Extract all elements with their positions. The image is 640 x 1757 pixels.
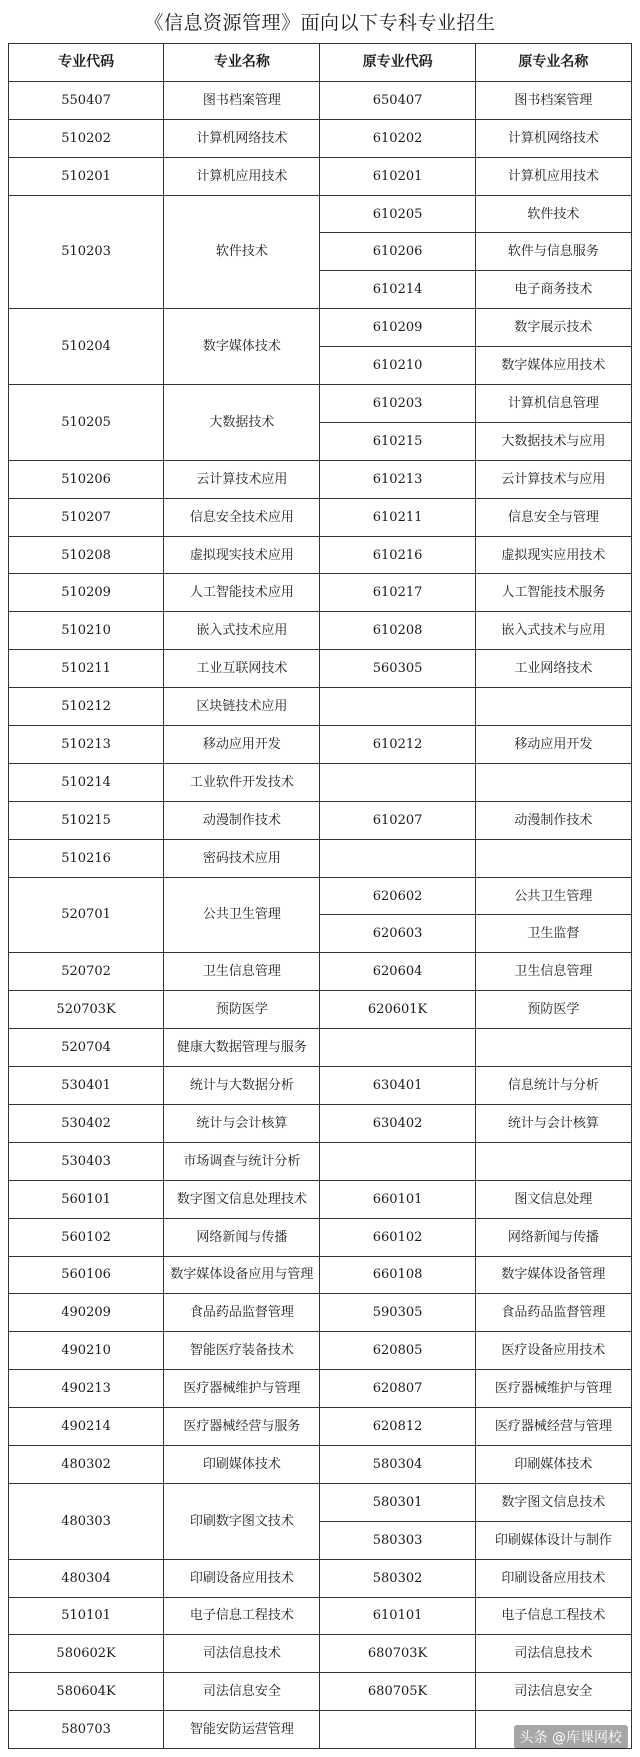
table-row [9, 460, 632, 498]
orig-name-cell: 公共卫生管理 [475, 877, 631, 915]
table-row [9, 1445, 632, 1483]
orig-code-cell: 680703K [320, 1635, 475, 1673]
orig-code-cell: 620603 [320, 915, 475, 953]
major-table [8, 43, 632, 1749]
table-row [9, 1067, 632, 1105]
major-name-cell: 智能安防运营管理 [164, 1711, 320, 1749]
orig-name-cell: 司法信息安全 [475, 1673, 631, 1711]
major-name-cell: 计算机网络技术 [164, 119, 320, 157]
watermark: 头条 @库课网校 [514, 1725, 628, 1749]
orig-code-cell: 610202 [320, 119, 475, 157]
table-row [9, 991, 632, 1029]
orig-code-cell: 620805 [320, 1332, 475, 1370]
major-code-cell: 510208 [9, 536, 164, 574]
orig-code-cell: 580303 [320, 1521, 475, 1559]
major-code-cell: 490214 [9, 1408, 164, 1446]
header-major-code: 专业代码 [9, 44, 164, 82]
orig-name-cell: 医疗设备应用技术 [475, 1332, 631, 1370]
table-row [9, 81, 632, 119]
major-code-cell: 580703 [9, 1711, 164, 1749]
orig-name-cell: 印刷媒体技术 [475, 1445, 631, 1483]
orig-name-cell: 虚拟现实应用技术 [475, 536, 631, 574]
orig-name-cell [475, 688, 631, 726]
major-name-cell: 卫生信息管理 [164, 953, 320, 991]
major-name-cell: 动漫制作技术 [164, 801, 320, 839]
major-code-cell: 510204 [9, 309, 164, 385]
table-row [9, 1029, 632, 1067]
major-code-cell: 560101 [9, 1180, 164, 1218]
orig-name-cell: 网络新闻与传播 [475, 1218, 631, 1256]
orig-code-cell: 660102 [320, 1218, 475, 1256]
major-name-cell: 健康大数据管理与服务 [164, 1029, 320, 1067]
major-name-cell: 食品药品监督管理 [164, 1294, 320, 1332]
orig-code-cell: 580302 [320, 1559, 475, 1597]
major-name-cell: 密码技术应用 [164, 839, 320, 877]
orig-name-cell: 图书档案管理 [475, 81, 631, 119]
orig-name-cell [475, 1029, 631, 1067]
major-name-cell: 云计算技术应用 [164, 460, 320, 498]
orig-code-cell: 660101 [320, 1180, 475, 1218]
table-row [9, 726, 632, 764]
major-name-cell: 医疗器械经营与服务 [164, 1408, 320, 1446]
major-code-cell: 580604K [9, 1673, 164, 1711]
orig-code-cell: 610206 [320, 233, 475, 271]
major-code-cell: 480303 [9, 1483, 164, 1559]
orig-code-cell: 610210 [320, 347, 475, 385]
major-code-cell: 510212 [9, 688, 164, 726]
major-name-cell: 预防医学 [164, 991, 320, 1029]
major-code-cell: 520704 [9, 1029, 164, 1067]
orig-name-cell: 卫生监督 [475, 915, 631, 953]
table-row [9, 1104, 632, 1142]
orig-name-cell: 医疗器械维护与管理 [475, 1370, 631, 1408]
table-row [9, 953, 632, 991]
major-name-cell: 移动应用开发 [164, 726, 320, 764]
orig-name-cell [475, 839, 631, 877]
major-name-cell: 电子信息工程技术 [164, 1597, 320, 1635]
orig-code-cell: 610214 [320, 271, 475, 309]
table-row [9, 1597, 632, 1635]
orig-code-cell: 610205 [320, 195, 475, 233]
orig-name-cell: 医疗器械经营与管理 [475, 1408, 631, 1446]
header-orig-name: 原专业名称 [475, 44, 631, 82]
orig-code-cell [320, 1711, 475, 1749]
table-row [9, 1559, 632, 1597]
orig-code-cell: 650407 [320, 81, 475, 119]
major-code-cell: 510213 [9, 726, 164, 764]
major-code-cell: 510101 [9, 1597, 164, 1635]
major-name-cell: 信息安全技术应用 [164, 498, 320, 536]
orig-name-cell: 软件与信息服务 [475, 233, 631, 271]
table-row [9, 536, 632, 574]
major-code-cell: 530403 [9, 1142, 164, 1180]
major-name-cell: 大数据技术 [164, 385, 320, 461]
major-name-cell: 印刷设备应用技术 [164, 1559, 320, 1597]
table-row [9, 1408, 632, 1446]
orig-name-cell: 数字媒体应用技术 [475, 347, 631, 385]
orig-name-cell: 嵌入式技术与应用 [475, 612, 631, 650]
orig-name-cell: 动漫制作技术 [475, 801, 631, 839]
orig-name-cell: 大数据技术与应用 [475, 422, 631, 460]
table-row [9, 574, 632, 612]
major-code-cell: 510209 [9, 574, 164, 612]
major-code-cell: 510201 [9, 157, 164, 195]
table-row [9, 1483, 632, 1521]
major-name-cell: 计算机应用技术 [164, 157, 320, 195]
orig-code-cell: 610209 [320, 309, 475, 347]
major-code-cell: 490210 [9, 1332, 164, 1370]
table-row [9, 1294, 632, 1332]
major-name-cell: 医疗器械维护与管理 [164, 1370, 320, 1408]
table-row [9, 1635, 632, 1673]
orig-code-cell: 610203 [320, 385, 475, 423]
orig-code-cell: 630401 [320, 1067, 475, 1105]
major-code-cell: 510206 [9, 460, 164, 498]
orig-code-cell [320, 688, 475, 726]
table-body [9, 81, 632, 1748]
orig-code-cell [320, 839, 475, 877]
major-code-cell: 490209 [9, 1294, 164, 1332]
major-name-cell: 司法信息安全 [164, 1673, 320, 1711]
orig-code-cell: 610101 [320, 1597, 475, 1635]
major-name-cell: 区块链技术应用 [164, 688, 320, 726]
table-row [9, 1142, 632, 1180]
table-row [9, 1370, 632, 1408]
orig-name-cell: 印刷设备应用技术 [475, 1559, 631, 1597]
major-name-cell: 统计与会计核算 [164, 1104, 320, 1142]
orig-name-cell: 数字图文信息技术 [475, 1483, 631, 1521]
orig-name-cell: 云计算技术与应用 [475, 460, 631, 498]
header-orig-code: 原专业代码 [320, 44, 475, 82]
major-name-cell: 嵌入式技术应用 [164, 612, 320, 650]
orig-name-cell [475, 1142, 631, 1180]
major-code-cell: 520701 [9, 877, 164, 953]
orig-code-cell: 620807 [320, 1370, 475, 1408]
major-code-cell: 530402 [9, 1104, 164, 1142]
orig-name-cell: 图文信息处理 [475, 1180, 631, 1218]
table-row [9, 763, 632, 801]
major-code-cell: 510203 [9, 195, 164, 309]
orig-code-cell: 610216 [320, 536, 475, 574]
major-code-cell: 510211 [9, 650, 164, 688]
table-row [9, 1332, 632, 1370]
orig-code-cell: 610215 [320, 422, 475, 460]
major-code-cell: 560102 [9, 1218, 164, 1256]
major-name-cell: 软件技术 [164, 195, 320, 309]
orig-name-cell: 司法信息技术 [475, 1635, 631, 1673]
orig-code-cell: 610207 [320, 801, 475, 839]
major-name-cell: 公共卫生管理 [164, 877, 320, 953]
orig-name-cell: 预防医学 [475, 991, 631, 1029]
table-row [9, 688, 632, 726]
major-code-cell: 480304 [9, 1559, 164, 1597]
major-code-cell: 490213 [9, 1370, 164, 1408]
major-name-cell: 司法信息技术 [164, 1635, 320, 1673]
orig-code-cell: 610217 [320, 574, 475, 612]
major-name-cell: 图书档案管理 [164, 81, 320, 119]
orig-code-cell: 620602 [320, 877, 475, 915]
orig-code-cell: 620604 [320, 953, 475, 991]
major-name-cell: 统计与大数据分析 [164, 1067, 320, 1105]
orig-code-cell: 660108 [320, 1256, 475, 1294]
table-row [9, 1218, 632, 1256]
major-name-cell: 数字图文信息处理技术 [164, 1180, 320, 1218]
orig-code-cell [320, 1142, 475, 1180]
orig-code-cell: 610211 [320, 498, 475, 536]
orig-code-cell: 620812 [320, 1408, 475, 1446]
orig-name-cell: 计算机应用技术 [475, 157, 631, 195]
orig-code-cell: 580301 [320, 1483, 475, 1521]
table-row [9, 839, 632, 877]
major-name-cell: 数字媒体技术 [164, 309, 320, 385]
orig-name-cell: 计算机网络技术 [475, 119, 631, 157]
table-row [9, 385, 632, 423]
major-code-cell: 510215 [9, 801, 164, 839]
major-code-cell: 510202 [9, 119, 164, 157]
orig-name-cell: 数字展示技术 [475, 309, 631, 347]
major-code-cell: 520703K [9, 991, 164, 1029]
orig-code-cell: 630402 [320, 1104, 475, 1142]
major-code-cell: 520702 [9, 953, 164, 991]
orig-name-cell: 信息统计与分析 [475, 1067, 631, 1105]
major-code-cell: 510205 [9, 385, 164, 461]
orig-name-cell [475, 763, 631, 801]
orig-code-cell [320, 763, 475, 801]
table-row [9, 195, 632, 233]
orig-name-cell: 软件技术 [475, 195, 631, 233]
table-row [9, 877, 632, 915]
major-name-cell: 网络新闻与传播 [164, 1218, 320, 1256]
major-code-cell: 510216 [9, 839, 164, 877]
orig-name-cell: 信息安全与管理 [475, 498, 631, 536]
orig-code-cell: 560305 [320, 650, 475, 688]
orig-code-cell: 610213 [320, 460, 475, 498]
orig-name-cell: 卫生信息管理 [475, 953, 631, 991]
major-code-cell: 480302 [9, 1445, 164, 1483]
orig-code-cell: 620601K [320, 991, 475, 1029]
orig-name-cell: 计算机信息管理 [475, 385, 631, 423]
orig-name-cell: 数字媒体设备管理 [475, 1256, 631, 1294]
orig-name-cell: 印刷媒体设计与制作 [475, 1521, 631, 1559]
major-name-cell: 印刷媒体技术 [164, 1445, 320, 1483]
orig-name-cell: 电子信息工程技术 [475, 1597, 631, 1635]
orig-code-cell: 610208 [320, 612, 475, 650]
orig-name-cell: 工业网络技术 [475, 650, 631, 688]
table-row [9, 1180, 632, 1218]
table-row [9, 157, 632, 195]
major-name-cell: 印刷数字图文技术 [164, 1483, 320, 1559]
table-row [9, 650, 632, 688]
table-row [9, 309, 632, 347]
major-code-cell: 550407 [9, 81, 164, 119]
major-name-cell: 智能医疗装备技术 [164, 1332, 320, 1370]
table-row [9, 1673, 632, 1711]
major-name-cell: 工业互联网技术 [164, 650, 320, 688]
major-code-cell: 510207 [9, 498, 164, 536]
major-code-cell: 580602K [9, 1635, 164, 1673]
table-row [9, 1256, 632, 1294]
orig-code-cell [320, 1029, 475, 1067]
table-row [9, 612, 632, 650]
orig-name-cell: 食品药品监督管理 [475, 1294, 631, 1332]
major-name-cell: 人工智能技术应用 [164, 574, 320, 612]
orig-code-cell: 610212 [320, 726, 475, 764]
orig-code-cell: 590305 [320, 1294, 475, 1332]
orig-name-cell: 人工智能技术服务 [475, 574, 631, 612]
orig-name-cell: 统计与会计核算 [475, 1104, 631, 1142]
major-name-cell: 虚拟现实技术应用 [164, 536, 320, 574]
table-header-row [9, 44, 632, 82]
major-code-cell: 510210 [9, 612, 164, 650]
major-name-cell: 市场调查与统计分析 [164, 1142, 320, 1180]
orig-name-cell: 移动应用开发 [475, 726, 631, 764]
header-major-name: 专业名称 [164, 44, 320, 82]
major-code-cell: 560106 [9, 1256, 164, 1294]
orig-code-cell: 610201 [320, 157, 475, 195]
major-code-cell: 510214 [9, 763, 164, 801]
orig-code-cell: 580304 [320, 1445, 475, 1483]
orig-name-cell: 电子商务技术 [475, 271, 631, 309]
table-row [9, 801, 632, 839]
major-name-cell: 数字媒体设备应用与管理 [164, 1256, 320, 1294]
page-title: 《信息资源管理》面向以下专科专业招生 [144, 12, 496, 34]
orig-code-cell: 680705K [320, 1673, 475, 1711]
major-name-cell: 工业软件开发技术 [164, 763, 320, 801]
table-row [9, 498, 632, 536]
major-code-cell: 530401 [9, 1067, 164, 1105]
table-row [9, 119, 632, 157]
